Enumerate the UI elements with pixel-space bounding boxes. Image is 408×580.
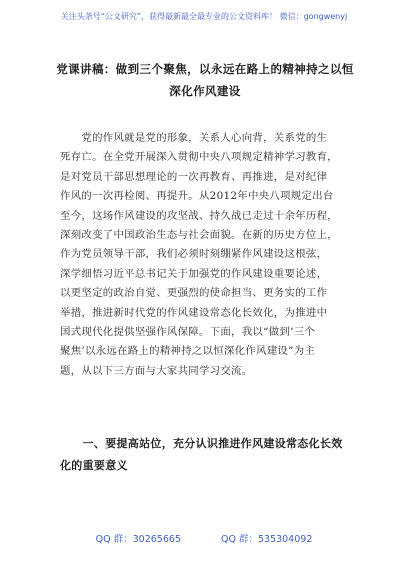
paragraph-line: 作为党员领导干部，我们必须时刻绷紧作风建设这根弦， [60,248,328,261]
paragraph-line: 深学细悟习近平总书记关于加强党的作风建设重要论述， [60,267,328,280]
document-title [50,58,360,102]
title-line: 党课讲稿：做到三个聚焦，以永远在路上的精神持之以恒 [56,62,354,76]
paragraph-line: 是对党员干部思想理论的一次再教育、再推进，是对纪律 [60,170,328,183]
footer-qq-group-1: QQ 群：30265665 [95,534,181,545]
title-line: 深化作风建设 [169,84,241,98]
paragraph-line: 举措，推进新时代党的作风建设常态化长效化，为推进中 [60,306,328,319]
top-banner: 关注头条号“公文研究”，获得最新最全最专业的公文资料库！ 微信：gongwenyj [60,12,348,21]
body-paragraph [60,129,356,381]
paragraph-line: 死存亡。在全党开展深入贯彻中央八项规定精神学习教育， [60,151,338,164]
footer [0,534,408,546]
paragraph-line: 深刻改变了中国政治生态与社会面貌。在新的历史方位上， [60,229,338,242]
paragraph-line: 党的作风就是党的形象，关系人心向背，关系党的生 [60,132,328,144]
section-heading-line: 化的重要意义 [60,459,128,472]
section-heading-line: 一、要提高站位，充分认识推进作风建设常态化长效 [60,437,343,450]
paragraph-line: 至今，这场作风建设的攻坚战、持久战已走过十余年历程， [60,209,338,222]
section-heading [60,433,360,477]
footer-qq-group-2: QQ 群：535304092 [220,534,313,545]
paragraph-line: 以更坚定的政治自觉、更强烈的使命担当、更务实的工作 [60,287,328,300]
paragraph-line: 国式现代化提供坚强作风保障。下面，我以“做到‘三个 [60,326,316,339]
paragraph-line: 作风的一次再检阅、再提升。从2012年中央八项规定出台 [60,190,334,203]
paragraph-line: 题，从以下三方面与大家共同学习交流。 [60,364,253,377]
paragraph-line: 聚焦’以永远在路上的精神持之以恒深化作风建设”为主 [60,345,316,358]
